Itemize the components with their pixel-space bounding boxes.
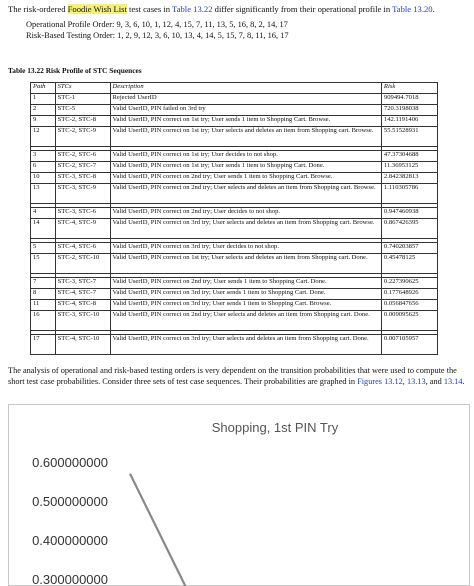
header-stcs: STCs xyxy=(55,83,110,94)
table-row xyxy=(31,173,438,184)
cell-stcs: STC-2, STC-9 xyxy=(55,127,110,147)
operational-order: Operational Profile Order: 9, 3, 6, 10, 1, 12, 4, 15, 7, 11, 13, 5, 16, 8, 2, 14, 17 xyxy=(26,20,288,29)
cell-path: 13 xyxy=(31,184,56,204)
order-lists xyxy=(26,19,289,41)
series-line xyxy=(130,474,232,586)
y-axis-ticks xyxy=(32,455,108,586)
table-caption: Table 13.22 Risk Profile of STC Sequences xyxy=(8,66,142,75)
cell-description: Rejected UserID xyxy=(110,94,381,105)
table-row xyxy=(31,219,438,239)
cell-risk: 720.3198038 xyxy=(381,105,437,116)
table-row xyxy=(31,278,438,289)
intro-pre: The risk-ordered xyxy=(8,4,68,14)
cell-path: 16 xyxy=(31,311,56,331)
cell-path: 3 xyxy=(31,151,56,162)
cell-path: 12 xyxy=(31,127,56,147)
cell-description: Valid UserID, PIN correct on 2nd try; User sends 1 item to Shopping Cart. Done. xyxy=(110,278,381,289)
cell-risk: 0.227390625 xyxy=(381,278,437,289)
intro-post: differ significantly from their operational profile in xyxy=(212,4,393,14)
cell-risk: 0.009095625 xyxy=(381,311,437,331)
cell-stcs: STC-3, STC-7 xyxy=(55,278,110,289)
series-lines xyxy=(130,474,232,586)
cell-stcs: STC-2, STC-8 xyxy=(55,116,110,127)
highlighted-term: Foodie Wish List xyxy=(67,4,127,14)
cell-description: Valid UserID, PIN correct on 3rd try; User selects and deletes an item from Shopping cart. Done. xyxy=(110,335,381,355)
cell-stcs: STC-5 xyxy=(55,105,110,116)
cell-description: Valid UserID, PIN correct on 1st try; User selects and deletes an item from Shopping cart. Done. xyxy=(110,254,381,274)
cell-risk: 0.740203857 xyxy=(381,243,437,254)
cell-description: Valid UserID, PIN correct on 1st try; User selects and deletes an item from Shopping cart. Browse. xyxy=(110,127,381,147)
line-chart xyxy=(0,404,474,586)
cell-risk: 47.37304688 xyxy=(381,151,437,162)
header-risk: Risk xyxy=(381,83,437,94)
table-row xyxy=(31,127,438,147)
cell-description: Valid UserID, PIN failed on 3rd try xyxy=(110,105,381,116)
intro-end: . xyxy=(432,4,435,14)
cell-risk: 0.056847656 xyxy=(381,300,437,311)
cell-stcs: STC-4, STC-9 xyxy=(55,219,110,239)
paragraph-sep1: , xyxy=(402,377,407,386)
chart-container xyxy=(0,404,474,586)
cell-path: 6 xyxy=(31,162,56,173)
table-row xyxy=(31,289,438,300)
cell-stcs: STC-4, STC-8 xyxy=(55,300,110,311)
table-row xyxy=(31,162,438,173)
cell-stcs: STC-2, STC-6 xyxy=(55,151,110,162)
y-tick-label: 0.600000000 xyxy=(32,455,108,470)
figure-13-12-link[interactable]: Figures 13.12 xyxy=(357,377,403,386)
table-row xyxy=(31,254,438,274)
cell-risk: 2.842382813 xyxy=(381,173,437,184)
table-row xyxy=(31,208,438,219)
cell-description: Valid UserID, PIN correct on 1st try; User decides to not shop. xyxy=(110,151,381,162)
cell-risk: 0.947460938 xyxy=(381,208,437,219)
table-row xyxy=(31,94,438,105)
cell-description: Valid UserID, PIN correct on 1st try; User sends 1 item to Shopping Cart. Browse. xyxy=(110,116,381,127)
cell-stcs: STC-3, STC-9 xyxy=(55,184,110,204)
header-path: Path xyxy=(31,83,56,94)
table-row xyxy=(31,243,438,254)
intro-mid: test cases in xyxy=(126,4,173,14)
cell-path: 1 xyxy=(31,94,56,105)
table-row xyxy=(31,335,438,355)
y-tick-label: 0.400000000 xyxy=(32,533,108,548)
cell-path: 7 xyxy=(31,278,56,289)
cell-path: 14 xyxy=(31,219,56,239)
cell-path: 9 xyxy=(31,116,56,127)
cell-path: 15 xyxy=(31,254,56,274)
cell-stcs: STC-4, STC-6 xyxy=(55,243,110,254)
table-row xyxy=(31,311,438,331)
y-tick-label: 0.300000000 xyxy=(32,572,108,586)
cell-stcs: STC-4, STC-10 xyxy=(55,335,110,355)
cell-description: Valid UserID, PIN correct on 3rd try; User sends 1 item to Shopping Cart. Done. xyxy=(110,289,381,300)
risk-based-order: Risk-Based Testing Order: 1, 2, 9, 12, 3, 6, 10, 13, 4, 14, 5, 15, 7, 8, 11, 16, 17 xyxy=(26,31,289,40)
figure-13-14-link[interactable]: 13.14 xyxy=(443,377,463,386)
paragraph-text: The analysis of operational and risk-based testing orders is very dependent on the transition probabilities that were used to compute the short test case probabilities. Consider three sets of test case sequences. Their probabilities are graphed in xyxy=(8,366,457,386)
cell-stcs: STC-2, STC-10 xyxy=(55,254,110,274)
cell-risk: 0.45478125 xyxy=(381,254,437,274)
cell-risk: 0.177648926 xyxy=(381,289,437,300)
cell-description: Valid UserID, PIN correct on 1st try; User sends 1 item to Shopping Cart. Done. xyxy=(110,162,381,173)
cell-path: 4 xyxy=(31,208,56,219)
cell-description: Valid UserID, PIN correct on 2nd try; User selects and deletes an item from Shopping cart. Browse. xyxy=(110,184,381,204)
table-row xyxy=(31,300,438,311)
table-13-22-link[interactable]: Table 13.22 xyxy=(172,4,213,14)
cell-stcs: STC-4, STC-7 xyxy=(55,289,110,300)
table-row xyxy=(31,105,438,116)
cell-description: Valid UserID, PIN correct on 2nd try; User decides to not shop. xyxy=(110,208,381,219)
cell-description: Valid UserID, PIN correct on 2nd try; User selects and deletes an item from Shopping cart. Done. xyxy=(110,311,381,331)
cell-stcs: STC-1 xyxy=(55,94,110,105)
cell-path: 5 xyxy=(31,243,56,254)
cell-stcs: STC-3, STC-10 xyxy=(55,311,110,331)
table-body xyxy=(31,94,438,355)
cell-stcs: STC-3, STC-8 xyxy=(55,173,110,184)
cell-description: Valid UserID, PIN correct on 3rd try; User selects and deletes an item from Shopping cart. Browse. xyxy=(110,219,381,239)
table-row xyxy=(31,151,438,162)
cell-path: 11 xyxy=(31,300,56,311)
table-row xyxy=(31,184,438,204)
risk-profile-table xyxy=(30,82,438,355)
cell-risk: 0.007105957 xyxy=(381,335,437,355)
cell-risk: 11.36953125 xyxy=(381,162,437,173)
cell-path: 10 xyxy=(31,173,56,184)
cell-risk: 55.51528931 xyxy=(381,127,437,147)
cell-stcs: STC-3, STC-6 xyxy=(55,208,110,219)
cell-risk: 909494.7018 xyxy=(381,94,437,105)
cell-risk: 1.110305786 xyxy=(381,184,437,204)
cell-stcs: STC-2, STC-7 xyxy=(55,162,110,173)
cell-risk: 142.1191406 xyxy=(381,116,437,127)
cell-description: Valid UserID, PIN correct on 3rd try; User decides to not shop. xyxy=(110,243,381,254)
header-description: Description xyxy=(110,83,381,94)
y-tick-label: 0.500000000 xyxy=(32,494,108,509)
table-13-20-link[interactable]: Table 13.20 xyxy=(392,4,433,14)
chart-title: Shopping, 1st PIN Try xyxy=(211,420,339,435)
cell-risk: 0.867426395 xyxy=(381,219,437,239)
paragraph-sep2: , and xyxy=(425,377,444,386)
cell-path: 8 xyxy=(31,289,56,300)
analysis-paragraph xyxy=(8,365,468,387)
cell-path: 17 xyxy=(31,335,56,355)
cell-description: Valid UserID, PIN correct on 3rd try; User sends 1 item to Shopping Cart. Browse. xyxy=(110,300,381,311)
table-row xyxy=(31,116,438,127)
cell-description: Valid UserID, PIN correct on 2nd try; User sends 1 item to Shopping Cart. Browse. xyxy=(110,173,381,184)
cell-path: 2 xyxy=(31,105,56,116)
table-header-row xyxy=(31,83,438,94)
figure-13-13-link[interactable]: 13.13 xyxy=(406,377,426,386)
paragraph-end: . xyxy=(462,377,465,386)
intro-text xyxy=(8,4,468,15)
